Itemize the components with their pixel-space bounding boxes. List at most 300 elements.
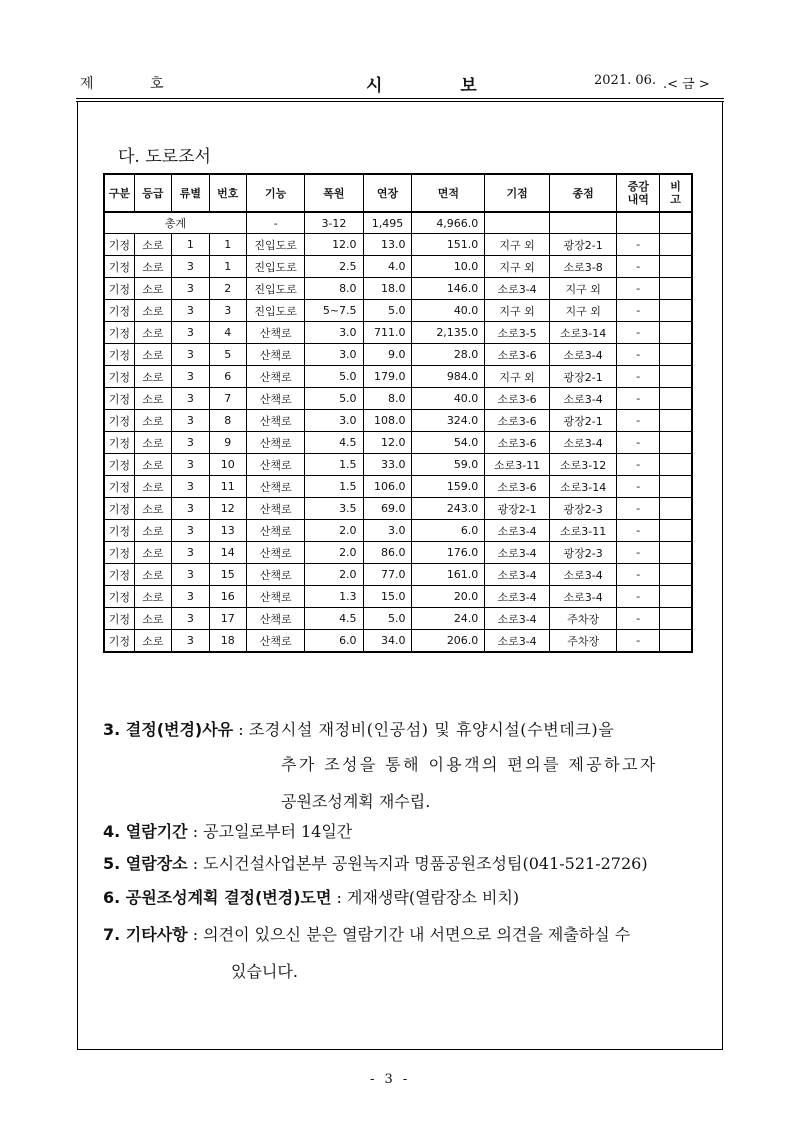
cell-grade: 소로 (134, 454, 171, 476)
cell-note (660, 278, 692, 300)
table-row (104, 564, 692, 586)
cell-length: 13.0 (363, 234, 412, 256)
table-row (104, 388, 692, 410)
col-header: 폭원 (305, 174, 363, 212)
cell-grade: 소로 (134, 476, 171, 498)
cell-number: 6 (209, 366, 246, 388)
cell-number: 4 (209, 322, 246, 344)
cell-end: 지구 외 (549, 300, 617, 322)
cell-start: 소로3-6 (485, 344, 550, 366)
cell-change: - (617, 542, 660, 564)
cell-number: 1 (209, 234, 246, 256)
item-7-line1: 의견이 있으신 분은 열람기간 내 서면으로 의견을 제출하실 수 (203, 925, 631, 944)
cell-area: 324.0 (412, 410, 485, 432)
cell-type: 3 (172, 278, 209, 300)
cell-width: 4.5 (305, 432, 363, 454)
total-empty (660, 212, 692, 234)
cell-note (660, 520, 692, 542)
col-header: 기점 (485, 174, 550, 212)
cell-end: 소로3-4 (549, 564, 617, 586)
cell-change: - (617, 344, 660, 366)
cell-type: 3 (172, 432, 209, 454)
item-3-line2: 추가 조성을 통해 이용객의 편의를 제공하고자 (281, 755, 658, 774)
cell-width: 3.5 (305, 498, 363, 520)
cell-class: 기정 (104, 432, 134, 454)
cell-type: 3 (172, 564, 209, 586)
cell-function: 산책로 (247, 410, 305, 432)
table-row (104, 476, 692, 498)
cell-end: 소로3-8 (549, 256, 617, 278)
item-3 (103, 720, 614, 740)
cell-type: 3 (172, 498, 209, 520)
cell-number: 15 (209, 564, 246, 586)
cell-type: 1 (172, 234, 209, 256)
col-header: 번호 (209, 174, 246, 212)
item-3-sep: : (233, 720, 249, 739)
cell-end: 광장2-3 (549, 498, 617, 520)
cell-end: 소로3-4 (549, 344, 617, 366)
cell-end: 광장2-1 (549, 366, 617, 388)
cell-start: 지구 외 (485, 234, 550, 256)
cell-width: 1.5 (305, 454, 363, 476)
cell-width: 12.0 (305, 234, 363, 256)
cell-note (660, 256, 692, 278)
cell-class: 기정 (104, 256, 134, 278)
cell-area: 176.0 (412, 542, 485, 564)
cell-grade: 소로 (134, 234, 171, 256)
cell-end: 지구 외 (549, 278, 617, 300)
cell-class: 기정 (104, 476, 134, 498)
cell-change: - (617, 388, 660, 410)
cell-area: 151.0 (412, 234, 485, 256)
cell-note (660, 608, 692, 630)
cell-grade: 소로 (134, 300, 171, 322)
cell-width: 5.0 (305, 366, 363, 388)
cell-change: - (617, 520, 660, 542)
cell-start: 지구 외 (485, 256, 550, 278)
cell-change: - (617, 564, 660, 586)
cell-start: 소로3-5 (485, 322, 550, 344)
cell-width: 1.3 (305, 586, 363, 608)
issue-number-label: 제 (80, 76, 96, 92)
cell-width: 2.5 (305, 256, 363, 278)
cell-start: 소로3-6 (485, 410, 550, 432)
cell-length: 8.0 (363, 388, 412, 410)
cell-area: 206.0 (412, 630, 485, 653)
cell-change: - (617, 366, 660, 388)
cell-function: 진입도로 (247, 234, 305, 256)
cell-area: 28.0 (412, 344, 485, 366)
cell-grade: 소로 (134, 256, 171, 278)
cell-grade: 소로 (134, 410, 171, 432)
cell-class: 기정 (104, 344, 134, 366)
item-5 (103, 854, 648, 874)
cell-note (660, 542, 692, 564)
item-7 (103, 925, 630, 945)
header-rule-top (76, 98, 724, 99)
cell-end: 소로3-4 (549, 586, 617, 608)
cell-function: 산책로 (247, 498, 305, 520)
cell-width: 1.5 (305, 476, 363, 498)
cell-type: 3 (172, 344, 209, 366)
total-label: 총계 (104, 212, 247, 234)
table-row (104, 278, 692, 300)
cell-number: 18 (209, 630, 246, 653)
cell-start: 소로3-4 (485, 630, 550, 653)
cell-change: - (617, 300, 660, 322)
cell-start: 지구 외 (485, 300, 550, 322)
table-row (104, 498, 692, 520)
cell-function: 산책로 (247, 520, 305, 542)
cell-change: - (617, 278, 660, 300)
cell-length: 77.0 (363, 564, 412, 586)
cell-length: 18.0 (363, 278, 412, 300)
item-4-sep: : (187, 822, 204, 841)
col-header: 면적 (412, 174, 485, 212)
table-row (104, 322, 692, 344)
cell-number: 5 (209, 344, 246, 366)
cell-grade: 소로 (134, 388, 171, 410)
cell-area: 146.0 (412, 278, 485, 300)
table-row (104, 520, 692, 542)
cell-function: 산책로 (247, 432, 305, 454)
cell-area: 159.0 (412, 476, 485, 498)
cell-length: 3.0 (363, 520, 412, 542)
cell-type: 3 (172, 520, 209, 542)
cell-start: 소로3-4 (485, 520, 550, 542)
cell-width: 8.0 (305, 278, 363, 300)
col-header: 등급 (134, 174, 171, 212)
cell-type: 3 (172, 586, 209, 608)
cell-class: 기정 (104, 234, 134, 256)
cell-start: 소로3-4 (485, 586, 550, 608)
issue-day: .< 금 > (663, 77, 710, 92)
cell-grade: 소로 (134, 344, 171, 366)
cell-function: 산책로 (247, 608, 305, 630)
cell-width: 2.0 (305, 564, 363, 586)
col-header: 기능 (247, 174, 305, 212)
cell-function: 산책로 (247, 366, 305, 388)
cell-function: 진입도로 (247, 256, 305, 278)
table-row (104, 234, 692, 256)
cell-length: 15.0 (363, 586, 412, 608)
cell-length: 106.0 (363, 476, 412, 498)
section-title: 다. 도로조서 (118, 147, 211, 167)
cell-type: 3 (172, 542, 209, 564)
cell-number: 2 (209, 278, 246, 300)
total-function: - (247, 212, 305, 234)
table-row (104, 630, 692, 653)
item-5-text: 도시건설사업본부 공원녹지과 명품공원조성팀(041-521-2726) (203, 854, 648, 873)
issue-date: 2021. 06. (594, 73, 657, 88)
cell-length: 179.0 (363, 366, 412, 388)
cell-number: 8 (209, 410, 246, 432)
cell-grade: 소로 (134, 542, 171, 564)
cell-width: 6.0 (305, 630, 363, 653)
cell-length: 4.0 (363, 256, 412, 278)
cell-width: 3.0 (305, 410, 363, 432)
cell-function: 산책로 (247, 564, 305, 586)
cell-width: 5~7.5 (305, 300, 363, 322)
cell-width: 2.0 (305, 542, 363, 564)
cell-area: 20.0 (412, 586, 485, 608)
cell-type: 3 (172, 322, 209, 344)
cell-length: 9.0 (363, 344, 412, 366)
cell-change: - (617, 322, 660, 344)
table-row (104, 586, 692, 608)
cell-change: - (617, 586, 660, 608)
cell-change: - (617, 630, 660, 653)
cell-class: 기정 (104, 322, 134, 344)
cell-class: 기정 (104, 388, 134, 410)
cell-function: 산책로 (247, 630, 305, 653)
cell-change: - (617, 410, 660, 432)
cell-width: 5.0 (305, 388, 363, 410)
cell-area: 40.0 (412, 300, 485, 322)
cell-number: 12 (209, 498, 246, 520)
cell-width: 2.0 (305, 520, 363, 542)
cell-grade: 소로 (134, 564, 171, 586)
cell-area: 243.0 (412, 498, 485, 520)
cell-grade: 소로 (134, 586, 171, 608)
table-row (104, 432, 692, 454)
cell-change: - (617, 256, 660, 278)
cell-function: 진입도로 (247, 278, 305, 300)
table-row (104, 608, 692, 630)
table-row (104, 366, 692, 388)
col-header: 비 고 (660, 174, 692, 212)
cell-function: 산책로 (247, 388, 305, 410)
cell-class: 기정 (104, 586, 134, 608)
cell-end: 광장2-1 (549, 234, 617, 256)
item-3-line1: 조경시설 재정비(인공섬) 및 휴양시설(수변데크)을 (248, 720, 615, 739)
item-4-text: 공고일로부터 14일간 (203, 822, 353, 841)
cell-function: 산책로 (247, 586, 305, 608)
cell-grade: 소로 (134, 432, 171, 454)
cell-width: 4.5 (305, 608, 363, 630)
cell-end: 소로3-14 (549, 476, 617, 498)
cell-end: 주차장 (549, 630, 617, 653)
cell-number: 7 (209, 388, 246, 410)
cell-note (660, 630, 692, 653)
cell-function: 산책로 (247, 542, 305, 564)
cell-note (660, 586, 692, 608)
cell-class: 기정 (104, 498, 134, 520)
cell-function: 산책로 (247, 322, 305, 344)
total-empty (549, 212, 617, 234)
cell-type: 3 (172, 476, 209, 498)
table-row (104, 300, 692, 322)
table-row (104, 454, 692, 476)
cell-note (660, 366, 692, 388)
cell-function: 산책로 (247, 344, 305, 366)
cell-area: 59.0 (412, 454, 485, 476)
table-row (104, 410, 692, 432)
col-header: 증감 내역 (617, 174, 660, 212)
issue-ho-label: 호 (150, 76, 164, 92)
total-empty (485, 212, 550, 234)
cell-function: 산책로 (247, 476, 305, 498)
cell-grade: 소로 (134, 366, 171, 388)
road-table (103, 173, 693, 653)
total-width: 3-12 (305, 212, 363, 234)
page-number: - 3 - (370, 1072, 411, 1087)
item-5-sep: : (187, 854, 204, 873)
cell-width: 3.0 (305, 322, 363, 344)
cell-class: 기정 (104, 542, 134, 564)
cell-type: 3 (172, 454, 209, 476)
cell-end: 소로3-14 (549, 322, 617, 344)
cell-grade: 소로 (134, 608, 171, 630)
cell-area: 10.0 (412, 256, 485, 278)
total-length: 1,495 (363, 212, 412, 234)
cell-start: 소로3-4 (485, 542, 550, 564)
cell-start: 소로3-4 (485, 608, 550, 630)
cell-note (660, 476, 692, 498)
cell-type: 3 (172, 300, 209, 322)
cell-note (660, 432, 692, 454)
total-row (104, 212, 692, 234)
cell-length: 33.0 (363, 454, 412, 476)
cell-class: 기정 (104, 410, 134, 432)
cell-number: 11 (209, 476, 246, 498)
col-header: 종점 (549, 174, 617, 212)
cell-number: 1 (209, 256, 246, 278)
cell-class: 기정 (104, 300, 134, 322)
cell-type: 3 (172, 410, 209, 432)
cell-area: 161.0 (412, 564, 485, 586)
cell-grade: 소로 (134, 322, 171, 344)
item-5-label: 5. 열람장소 (103, 854, 188, 873)
item-4 (103, 822, 352, 842)
cell-area: 40.0 (412, 388, 485, 410)
cell-area: 2,135.0 (412, 322, 485, 344)
cell-class: 기정 (104, 630, 134, 653)
cell-start: 소로3-6 (485, 476, 550, 498)
cell-start: 소로3-4 (485, 564, 550, 586)
cell-end: 광장2-3 (549, 542, 617, 564)
item-4-label: 4. 열람기간 (103, 822, 188, 841)
cell-class: 기정 (104, 520, 134, 542)
cell-note (660, 410, 692, 432)
total-area: 4,966.0 (412, 212, 485, 234)
cell-length: 108.0 (363, 410, 412, 432)
cell-note (660, 454, 692, 476)
item-6-text: 게재생략(열람장소 비치) (347, 888, 520, 907)
cell-function: 산책로 (247, 454, 305, 476)
item-6-label: 6. 공원조성계획 결정(변경)도면 (103, 888, 332, 907)
cell-area: 984.0 (412, 366, 485, 388)
cell-start: 소로3-6 (485, 388, 550, 410)
item-3-label: 3. 결정(변경)사유 (103, 720, 234, 739)
cell-change: - (617, 454, 660, 476)
cell-number: 13 (209, 520, 246, 542)
cell-grade: 소로 (134, 630, 171, 653)
item-6-sep: : (331, 888, 348, 907)
cell-note (660, 344, 692, 366)
cell-type: 3 (172, 608, 209, 630)
cell-number: 3 (209, 300, 246, 322)
cell-start: 소로3-4 (485, 278, 550, 300)
cell-end: 광장2-1 (549, 410, 617, 432)
cell-number: 16 (209, 586, 246, 608)
col-header: 류별 (172, 174, 209, 212)
cell-end: 소로3-11 (549, 520, 617, 542)
cell-type: 3 (172, 388, 209, 410)
cell-note (660, 234, 692, 256)
cell-note (660, 388, 692, 410)
cell-note (660, 300, 692, 322)
cell-start: 소로3-6 (485, 432, 550, 454)
cell-note (660, 322, 692, 344)
cell-note (660, 498, 692, 520)
cell-type: 3 (172, 256, 209, 278)
cell-note (660, 564, 692, 586)
table-row (104, 256, 692, 278)
cell-start: 광장2-1 (485, 498, 550, 520)
cell-length: 86.0 (363, 542, 412, 564)
table-row (104, 542, 692, 564)
cell-grade: 소로 (134, 278, 171, 300)
cell-number: 9 (209, 432, 246, 454)
cell-start: 소로3-11 (485, 454, 550, 476)
cell-length: 69.0 (363, 498, 412, 520)
cell-class: 기정 (104, 366, 134, 388)
cell-grade: 소로 (134, 520, 171, 542)
cell-width: 3.0 (305, 344, 363, 366)
cell-area: 6.0 (412, 520, 485, 542)
cell-length: 5.0 (363, 608, 412, 630)
cell-grade: 소로 (134, 498, 171, 520)
cell-area: 54.0 (412, 432, 485, 454)
cell-end: 소로3-12 (549, 454, 617, 476)
col-header: 구분 (104, 174, 134, 212)
cell-function: 진입도로 (247, 300, 305, 322)
item-7-label: 7. 기타사항 (103, 925, 188, 944)
cell-class: 기정 (104, 608, 134, 630)
cell-class: 기정 (104, 454, 134, 476)
cell-change: - (617, 476, 660, 498)
cell-length: 711.0 (363, 322, 412, 344)
cell-end: 소로3-4 (549, 432, 617, 454)
cell-start: 지구 외 (485, 366, 550, 388)
cell-end: 소로3-4 (549, 388, 617, 410)
cell-change: - (617, 234, 660, 256)
cell-area: 24.0 (412, 608, 485, 630)
cell-number: 14 (209, 542, 246, 564)
cell-end: 주차장 (549, 608, 617, 630)
total-empty (617, 212, 660, 234)
cell-change: - (617, 432, 660, 454)
gazette-title: 시 보 (366, 76, 513, 96)
cell-class: 기정 (104, 278, 134, 300)
table-header-row (104, 174, 692, 212)
cell-type: 3 (172, 630, 209, 653)
item-6 (103, 888, 519, 908)
cell-class: 기정 (104, 564, 134, 586)
cell-change: - (617, 608, 660, 630)
cell-number: 10 (209, 454, 246, 476)
cell-length: 5.0 (363, 300, 412, 322)
col-header: 연장 (363, 174, 412, 212)
cell-change: - (617, 498, 660, 520)
item-7-line2: 있습니다. (231, 962, 298, 981)
cell-number: 17 (209, 608, 246, 630)
cell-type: 3 (172, 366, 209, 388)
item-7-sep: : (187, 925, 204, 944)
cell-length: 34.0 (363, 630, 412, 653)
item-3-line3: 공원조성계획 재수립. (281, 792, 431, 811)
